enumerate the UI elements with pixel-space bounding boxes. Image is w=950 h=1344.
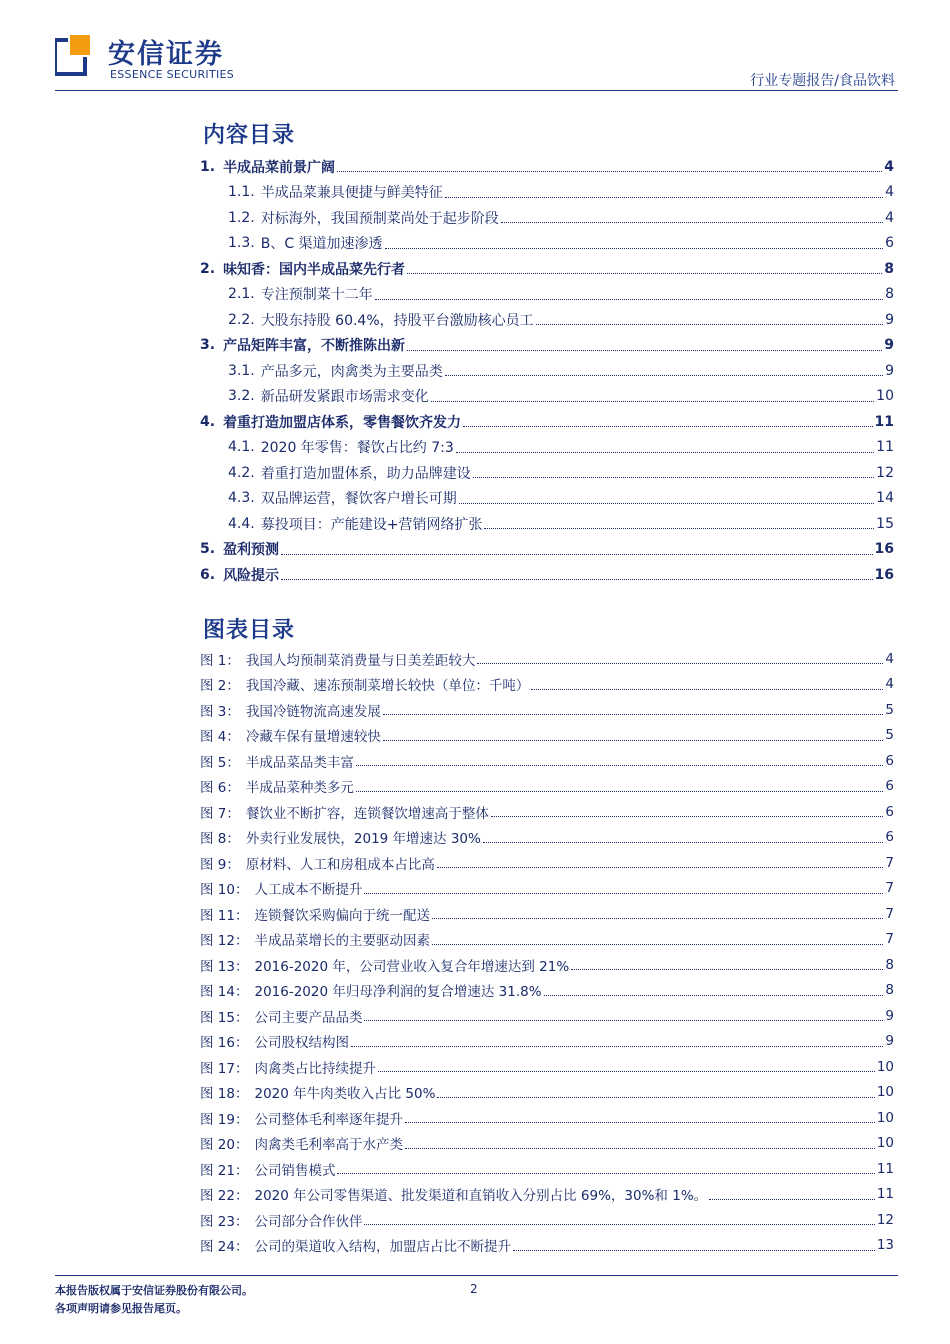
figure-entry[interactable] — [200, 978, 894, 1004]
toc-entry[interactable] — [200, 205, 894, 231]
list-of-figures — [200, 646, 894, 1258]
figure-entry-title: 餐饮业不断扩容，连锁餐饮增速高于整体 — [245, 805, 489, 822]
figure-entry-title: 连锁餐饮采购偏向于统一配送 — [254, 907, 430, 924]
brand-name-en: ESSENCE SECURITIES — [110, 68, 235, 81]
figure-entry[interactable] — [200, 1003, 894, 1029]
figure-entry-title: 我国人均预制菜消费量与日美差距较大 — [245, 652, 476, 669]
figure-entry-page: 5 — [885, 727, 894, 744]
toc-entry[interactable] — [200, 307, 894, 333]
figure-entry-title: 我国冷链物流高速发展 — [245, 703, 381, 720]
figure-entry-number: 图 22： — [200, 1188, 249, 1205]
figures-title: 图表目录 — [203, 618, 296, 643]
figure-entry-page: 11 — [876, 1160, 894, 1177]
toc-entry-page: 16 — [874, 541, 894, 558]
dot-leader — [709, 1198, 875, 1200]
dot-leader — [337, 170, 882, 172]
toc-entry-number: 4.3. — [228, 490, 255, 507]
figure-entry-number: 图 8： — [200, 831, 240, 848]
figure-entry-number: 图 1： — [200, 652, 240, 669]
dot-leader — [375, 298, 883, 300]
table-of-contents — [200, 154, 894, 588]
footer-divider — [55, 1275, 898, 1276]
figure-entry-page: 9 — [885, 1033, 894, 1050]
figure-entry[interactable] — [200, 927, 894, 953]
toc-entry-title: 新品研发紧跟市场需求变化 — [260, 389, 429, 406]
figure-entry-title: 2016-2020 年，公司营业收入复合年增速达到 21% — [254, 958, 570, 975]
figure-entry[interactable] — [200, 1029, 894, 1055]
toc-entry-title: 着重打造加盟体系，助力品牌建设 — [260, 465, 471, 482]
dot-leader — [378, 1070, 875, 1072]
figure-entry-number: 图 3： — [200, 703, 240, 720]
figure-entry-number: 图 5： — [200, 754, 240, 771]
figure-entry-title: 公司销售模式 — [254, 1162, 336, 1179]
toc-entry-title: 风险提示 — [223, 567, 280, 584]
toc-entry-number: 2.2. — [228, 311, 255, 328]
toc-entry-title: 2020 年零售：餐饮占比约 7:3 — [260, 440, 454, 457]
figure-entry[interactable] — [200, 774, 894, 800]
figure-entry-number: 图 13： — [200, 958, 249, 975]
dot-leader — [544, 994, 884, 996]
toc-entry-page: 10 — [876, 388, 894, 405]
toc-entry-page: 9 — [885, 362, 894, 379]
figure-entry-title: 公司主要产品品类 — [254, 1009, 363, 1026]
figure-entry[interactable] — [200, 1233, 894, 1259]
toc-entry-title: 募投项目：产能建设+营销网络扩张 — [260, 516, 483, 533]
dot-leader — [483, 841, 884, 843]
toc-entry-title: 专注预制菜十二年 — [260, 287, 373, 304]
dot-leader — [445, 196, 883, 198]
toc-entry[interactable] — [200, 537, 894, 563]
figure-entry-number: 图 7： — [200, 805, 240, 822]
figure-entry[interactable] — [200, 1131, 894, 1157]
toc-title: 内容目录 — [203, 123, 296, 148]
figure-entry-title: 公司部分合作伙伴 — [254, 1213, 363, 1230]
toc-entry[interactable] — [200, 435, 894, 461]
copyright-text: 本报告版权属于安信证券股份有限公司。 — [55, 1284, 253, 1297]
figure-entry-number: 图 2： — [200, 678, 240, 695]
figure-entry[interactable] — [200, 1182, 894, 1208]
toc-entry-page: 9 — [884, 337, 894, 354]
toc-entry-page: 8 — [884, 260, 894, 277]
figure-entry-title: 公司股权结构图 — [254, 1035, 349, 1052]
toc-entry-title: 双品牌运营，餐饮客户增长可期 — [260, 491, 457, 508]
figure-entry[interactable] — [200, 952, 894, 978]
toc-entry[interactable] — [200, 154, 894, 180]
figure-entry[interactable] — [200, 799, 894, 825]
toc-entry[interactable] — [200, 282, 894, 308]
figure-entry-title: 半成品菜种类多元 — [245, 780, 354, 797]
dot-leader — [477, 662, 883, 664]
dot-leader — [456, 451, 874, 453]
figure-entry-number: 图 24： — [200, 1239, 249, 1256]
figure-entry-title: 2020 年公司零售渠道、批发渠道和直销收入分别占比 69%，30%和 1%。 — [254, 1188, 708, 1205]
dot-leader — [364, 892, 883, 894]
figure-entry-page: 11 — [876, 1186, 894, 1203]
dot-leader — [432, 917, 883, 919]
figure-entry-title: 人工成本不断提升 — [254, 882, 363, 899]
dot-leader — [473, 476, 874, 478]
figure-entry[interactable] — [200, 672, 894, 698]
toc-entry-number: 1.3. — [228, 235, 255, 252]
figure-entry-page: 6 — [885, 829, 894, 846]
figure-entry[interactable] — [200, 646, 894, 672]
brand-name-cn: 安信证券 — [108, 39, 224, 70]
figure-entry-title: 原材料、人工和房租成本占比高 — [245, 856, 435, 873]
dot-leader — [484, 527, 874, 529]
figure-entry-number: 图 17： — [200, 1060, 249, 1077]
figure-entry-page: 10 — [876, 1084, 894, 1101]
toc-entry-page: 4 — [885, 184, 894, 201]
dot-leader — [501, 221, 883, 223]
figure-entry[interactable] — [200, 697, 894, 723]
dot-leader — [536, 323, 883, 325]
dot-leader — [281, 553, 872, 555]
dot-leader — [356, 790, 884, 792]
toc-entry-page: 11 — [876, 439, 894, 456]
figure-entry-page: 4 — [885, 676, 894, 693]
toc-entry-title: 对标海外，我国预制菜尚处于起步阶段 — [260, 210, 499, 227]
figure-entry[interactable] — [200, 901, 894, 927]
disclaimer-text: 各项声明请参见报告尾页。 — [55, 1302, 187, 1315]
figure-entry-title: 2016-2020 年归母净利润的复合增速达 31.8% — [254, 984, 542, 1001]
toc-entry-number: 4.1. — [228, 439, 255, 456]
dot-leader — [432, 943, 883, 945]
figure-entry[interactable] — [200, 723, 894, 749]
figure-entry-title: 公司的渠道收入结构，加盟店占比不断提升 — [254, 1239, 511, 1256]
figure-entry-number: 图 23： — [200, 1213, 249, 1230]
dot-leader — [407, 272, 882, 274]
figure-entry[interactable] — [200, 1080, 894, 1106]
figure-entry-page: 7 — [885, 880, 894, 897]
toc-entry[interactable] — [200, 231, 894, 257]
toc-entry-number: 1.1. — [228, 184, 255, 201]
dot-leader — [383, 739, 884, 741]
toc-entry-title: 味知香：国内半成品菜先行者 — [223, 261, 406, 278]
dot-leader — [571, 968, 883, 970]
header-divider — [55, 90, 898, 91]
figure-entry-page: 12 — [876, 1211, 894, 1228]
figure-entry[interactable] — [200, 1054, 894, 1080]
toc-entry-title: 大股东持股 60.4%，持股平台激励核心员工 — [260, 312, 534, 329]
toc-entry-number: 2. — [200, 260, 216, 277]
toc-entry-page: 12 — [876, 464, 894, 481]
toc-entry-page: 4 — [885, 209, 894, 226]
dot-leader — [463, 425, 872, 427]
toc-entry-title: B、C 渠道加速渗透 — [260, 236, 383, 253]
toc-entry[interactable] — [200, 486, 894, 512]
dot-leader — [364, 1019, 883, 1021]
toc-entry[interactable] — [200, 562, 894, 588]
toc-entry-page: 11 — [874, 413, 894, 430]
dot-leader — [437, 866, 884, 868]
dot-leader — [385, 247, 884, 249]
toc-entry[interactable] — [200, 358, 894, 384]
dot-leader — [356, 764, 884, 766]
page-header — [0, 0, 950, 90]
figure-entry-number: 图 9： — [200, 856, 240, 873]
figure-entry-title: 肉禽类毛利率高于水产类 — [254, 1137, 403, 1154]
toc-entry-number: 3. — [200, 337, 216, 354]
figure-entry-page: 6 — [885, 778, 894, 795]
figure-entry-number: 图 4： — [200, 729, 240, 746]
figure-entry[interactable] — [200, 1207, 894, 1233]
figure-entry[interactable] — [200, 1156, 894, 1182]
dot-leader — [383, 713, 884, 715]
dot-leader — [351, 1045, 883, 1047]
toc-entry[interactable] — [200, 409, 894, 435]
figure-entry-title: 半成品菜品类丰富 — [245, 754, 354, 771]
figure-entry[interactable] — [200, 1105, 894, 1131]
figure-entry-title: 半成品菜增长的主要驱动因素 — [254, 933, 430, 950]
toc-entry-number: 3.2. — [228, 388, 255, 405]
figure-entry-page: 10 — [876, 1058, 894, 1075]
figure-entry-title: 外卖行业发展快，2019 年增速达 30% — [245, 831, 481, 848]
toc-entry-page: 15 — [876, 515, 894, 532]
toc-entry-page: 6 — [885, 235, 894, 252]
toc-entry[interactable] — [200, 511, 894, 537]
toc-entry-page: 9 — [885, 311, 894, 328]
toc-entry[interactable] — [200, 180, 894, 206]
figure-entry-number: 图 16： — [200, 1035, 249, 1052]
toc-entry[interactable] — [200, 256, 894, 282]
toc-entry-title: 盈利预测 — [223, 542, 280, 559]
figure-entry-page: 8 — [885, 982, 894, 999]
toc-entry-number: 4.4. — [228, 515, 255, 532]
toc-entry-title: 产品多元，肉禽类为主要品类 — [260, 363, 443, 380]
figure-entry-number: 图 19： — [200, 1111, 249, 1128]
figure-entry-page: 5 — [885, 701, 894, 718]
figure-entry-page: 10 — [876, 1109, 894, 1126]
toc-entry-number: 1. — [200, 158, 216, 175]
toc-entry[interactable] — [200, 460, 894, 486]
figure-entry-page: 7 — [885, 905, 894, 922]
toc-entry-number: 4.2. — [228, 464, 255, 481]
toc-entry-number: 6. — [200, 566, 216, 583]
toc-entry-page: 8 — [885, 286, 894, 303]
figure-entry-page: 7 — [885, 931, 894, 948]
report-type: 行业专题报告/食品饮料 — [750, 73, 895, 89]
dot-leader — [491, 815, 884, 817]
toc-entry-title: 半成品菜兼具便捷与鲜美特征 — [260, 185, 443, 202]
toc-entry[interactable] — [200, 333, 894, 359]
figure-entry-number: 图 10： — [200, 882, 249, 899]
figure-entry-number: 图 20： — [200, 1137, 249, 1154]
toc-entry-title: 产品矩阵丰富，不断推陈出新 — [223, 338, 406, 355]
toc-entry-number: 1.2. — [228, 209, 255, 226]
dot-leader — [364, 1223, 874, 1225]
figure-entry-page: 6 — [885, 752, 894, 769]
figure-entry-page: 8 — [885, 956, 894, 973]
dot-leader — [459, 502, 874, 504]
figure-entry-title: 2020 年牛肉类收入占比 50% — [254, 1086, 436, 1103]
figure-entry-page: 9 — [885, 1007, 894, 1024]
dot-leader — [281, 578, 872, 580]
figure-entry-page: 13 — [876, 1237, 894, 1254]
toc-entry-number: 4. — [200, 413, 216, 430]
toc-entry[interactable] — [200, 384, 894, 410]
figure-entry-number: 图 11： — [200, 907, 249, 924]
dot-leader — [513, 1249, 875, 1251]
figure-entry-title: 肉禽类占比持续提升 — [254, 1060, 376, 1077]
toc-entry-number: 5. — [200, 541, 216, 558]
dot-leader — [531, 688, 883, 690]
figure-entry[interactable] — [200, 876, 894, 902]
figure-entry-page: 10 — [876, 1135, 894, 1152]
figure-entry-number: 图 21： — [200, 1162, 249, 1179]
figure-entry-number: 图 15： — [200, 1009, 249, 1026]
toc-entry-number: 3.1. — [228, 362, 255, 379]
essence-logo-icon — [55, 34, 95, 78]
figure-entry-number: 图 14： — [200, 984, 249, 1001]
footer-notes — [55, 1282, 253, 1318]
figure-entry[interactable] — [200, 748, 894, 774]
figure-entry-title: 我国冷藏、速冻预制菜增长较快（单位：千吨） — [245, 678, 530, 695]
figure-entry-number: 图 12： — [200, 933, 249, 950]
figure-entry[interactable] — [200, 825, 894, 851]
toc-entry-title: 半成品菜前景广阔 — [223, 159, 336, 176]
figure-entry-number: 图 18： — [200, 1086, 249, 1103]
dot-leader — [437, 1096, 874, 1098]
toc-entry-number: 2.1. — [228, 286, 255, 303]
figure-entry-number: 图 6： — [200, 780, 240, 797]
dot-leader — [445, 374, 883, 376]
page-number: 2 — [470, 1282, 478, 1296]
toc-entry-title: 着重打造加盟店体系，零售餐饮齐发力 — [223, 414, 462, 431]
figure-entry[interactable] — [200, 850, 894, 876]
toc-entry-page: 4 — [884, 158, 894, 175]
figure-entry-page: 6 — [885, 803, 894, 820]
figure-entry-title: 冷藏车保有量增速较快 — [245, 729, 381, 746]
dot-leader — [407, 349, 882, 351]
dot-leader — [405, 1121, 875, 1123]
figure-entry-title: 公司整体毛利率逐年提升 — [254, 1111, 403, 1128]
dot-leader — [431, 400, 874, 402]
toc-entry-page: 14 — [876, 490, 894, 507]
dot-leader — [337, 1172, 874, 1174]
figure-entry-page: 7 — [885, 854, 894, 871]
toc-entry-page: 16 — [874, 566, 894, 583]
figure-entry-page: 4 — [885, 650, 894, 667]
dot-leader — [405, 1147, 875, 1149]
